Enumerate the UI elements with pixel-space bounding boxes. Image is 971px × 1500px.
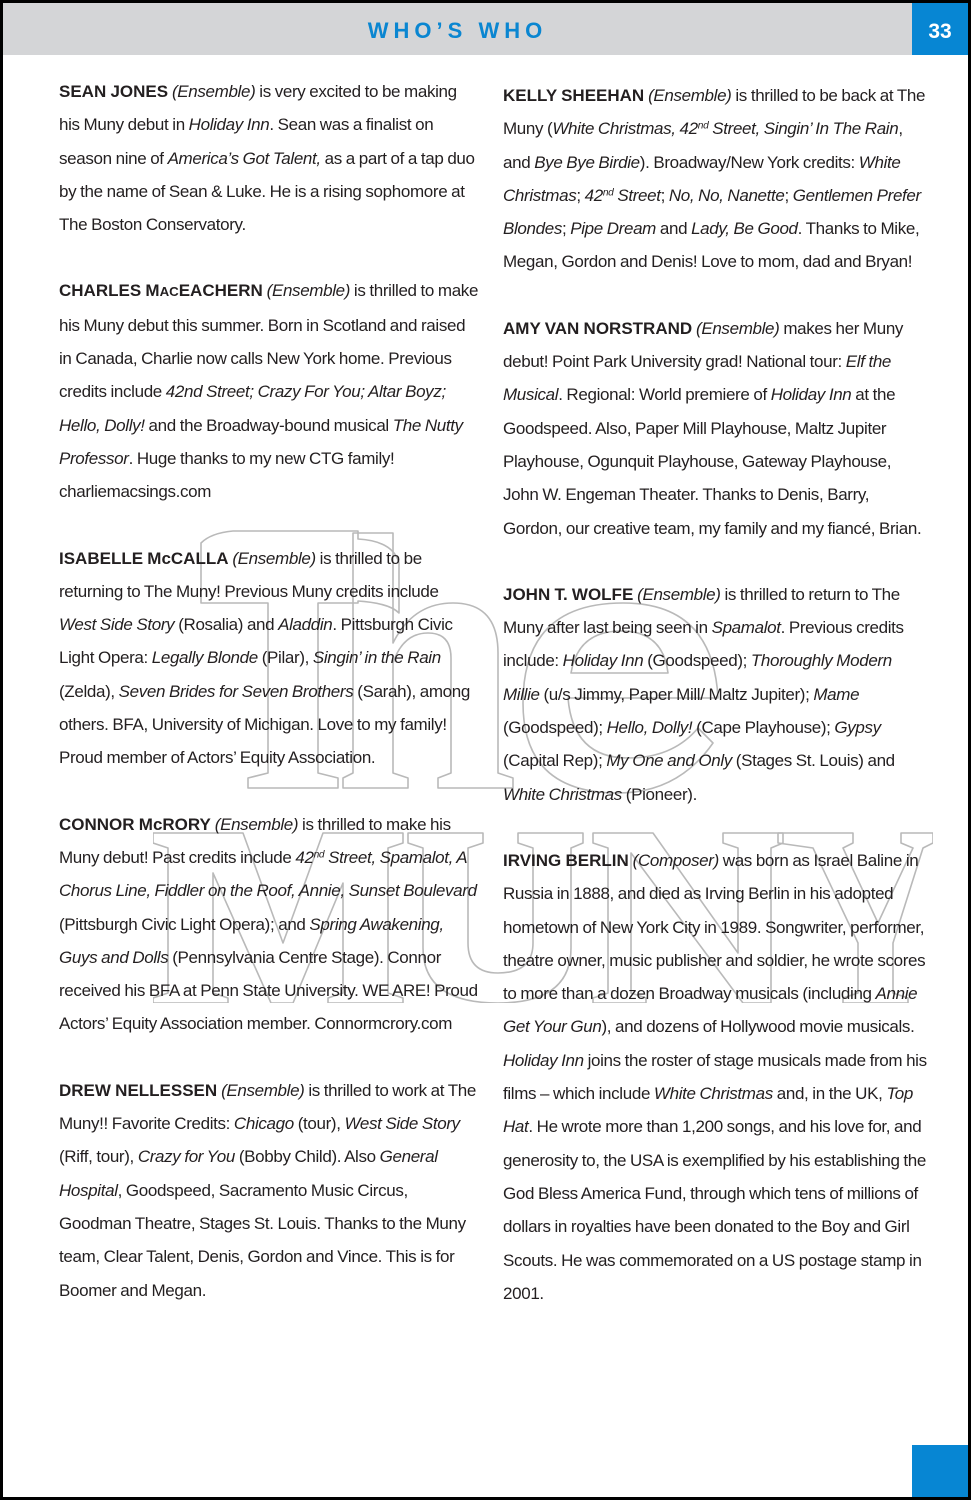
bio-text: joins the roster of stage musicals made from his films – which include <box>503 1050 927 1104</box>
bio-text: is thrilled to make his Muny debut this summer. Born in Scotland and raised in Canada, Charlie now calls New York home. Previous credits include <box>59 281 479 402</box>
program-page <box>3 3 968 1497</box>
bio-text: (u/s Jimmy, Paper Mill/ Maltz Jupiter); <box>539 684 814 704</box>
bio-title-italic: White Christmas <box>503 152 901 205</box>
bio-text: (Bobby Child). Also <box>234 1147 380 1167</box>
bio-text: and <box>656 219 692 239</box>
bio-text: is thrilled to be back at The Muny ( <box>503 86 926 139</box>
bio-entry <box>59 808 479 1041</box>
bio-name: ISABELLE McCALLA <box>59 548 229 568</box>
bio-name: DREW NELLESSEN <box>59 1080 218 1100</box>
bio-text: as a part of a tap duo by the name of Sean & Luke. He is a rising sophomore at The Boston Conservatory. <box>59 148 475 235</box>
bio-title-italic: Aladdin <box>278 615 333 635</box>
bio-text: is thrilled to make his Muny debut! Past credits include <box>59 814 451 867</box>
bio-text: (Pioneer). <box>621 784 697 804</box>
bio-role: (Ensemble) <box>637 584 721 604</box>
bio-title-italic: White Christmas <box>503 784 622 804</box>
bio-title-italic: Pipe Dream <box>570 219 656 239</box>
bio-role: (Ensemble) <box>232 548 316 568</box>
bio-title-italic: My One and Only <box>606 751 732 771</box>
bio-text: is thrilled to return to The Muny after last being seen in <box>503 584 900 638</box>
bio-text: (Pilar), <box>257 648 313 668</box>
bio-name: SEAN JONES <box>59 82 169 101</box>
bio-text: (Goodspeed); <box>643 651 751 671</box>
bio-entry <box>503 578 928 811</box>
bio-text: (Goodspeed); <box>503 718 607 738</box>
bio-name: CHARLES MACEACHERN <box>59 281 263 301</box>
bio-title-italic: 42nd Street; Crazy For You; Altar Boyz; Hello, Dolly! <box>59 382 446 435</box>
bio-title-italic: Mame <box>813 684 860 704</box>
bio-text: (tour), <box>293 1114 345 1134</box>
bio-name: JOHN T. WOLFE <box>503 584 634 604</box>
bio-entry <box>503 79 928 279</box>
bio-title-italic: America’s Got Talent, <box>167 148 321 168</box>
bio-name: AMY VAN NORSTRAND <box>503 318 693 338</box>
bio-text: (Stages St. Louis) and <box>731 751 895 771</box>
bio-text: . Sean was a finalist on season nine of <box>59 115 434 168</box>
bio-title-italic: White Christmas, 42 <box>552 119 698 139</box>
bio-title-italic: Elf the Musical <box>503 352 892 405</box>
bio-entry <box>503 312 928 545</box>
bio-title-italic: The Nutty Professor <box>59 415 463 468</box>
right-column <box>503 79 928 1343</box>
bio-title-italic: nd <box>313 849 325 861</box>
bio-title-italic: Lady, Be Good <box>691 219 798 239</box>
bio-title-italic: Chicago <box>233 1114 294 1134</box>
bio-text: at the Goodspeed. Also, Paper Mill Playhouse, Maltz Jupiter Playhouse, Ogunquit Playhouse, Gateway Playhouse, John W. Engeman Theater. Thanks to Denis, Barry, Gordon, our creative team, my family and my fiancé, Brian. <box>503 385 922 538</box>
bio-title-italic: West Side Story <box>344 1114 460 1134</box>
bio-text: . Thanks to Mike, Megan, Gordon and Denis! Love to mom, dad and Bryan! <box>503 219 920 272</box>
bio-text: and the Broadway-bound musical <box>144 415 393 435</box>
bio-title-italic: White Christmas <box>653 1084 773 1104</box>
bio-text: is thrilled to work at The Muny!! Favorite Credits: <box>59 1080 476 1134</box>
bio-title-italic: Crazy for You <box>137 1147 235 1167</box>
bio-text: (Cape Playhouse); <box>692 718 835 738</box>
bio-entry <box>59 542 479 775</box>
bio-title-italic: General Hospital <box>59 1147 438 1200</box>
bio-entry <box>59 75 479 241</box>
bio-role: (Ensemble) <box>648 86 732 105</box>
bio-title-italic: Annie Get Your Gun <box>503 984 918 1037</box>
bio-text: (Riff, tour), <box>59 1147 138 1167</box>
bio-name: CONNOR McRORY <box>59 814 211 834</box>
bio-title-italic: Street, Spamalot, A Chorus Line, Fiddler on the Roof, Annie, Sunset Boulevard <box>59 847 477 901</box>
bio-role: (Ensemble) <box>696 318 780 338</box>
bio-title-italic: 42 <box>584 185 603 205</box>
bio-role: (Ensemble) <box>214 814 299 834</box>
bio-text: (Sarah), among others. BFA, University of Michigan. Love to my family! Proud member of Actors’ Equity Association. <box>59 681 470 768</box>
bio-text: . He wrote more than 1,200 songs, and his love for, and generosity to, the USA is exemplified by his establishing the God Bless America Fund, through which tens of millions of dollars in royalties have been donated to the Boy and Girl Scouts. He was commemorated on a US postage stamp in 2001. <box>503 1117 927 1303</box>
bio-role: (Ensemble) <box>221 1080 305 1100</box>
bio-entry <box>59 1074 479 1307</box>
bio-title-italic: Holiday Inn <box>770 385 852 405</box>
bio-title-italic: Spamalot <box>711 618 781 638</box>
bio-title-italic: Gypsy <box>834 718 881 738</box>
bio-text: , and <box>503 119 903 172</box>
bio-text: ; <box>784 185 793 205</box>
bio-text: ). Broadway/New York credits: <box>639 152 859 172</box>
bio-text: makes her Muny debut! Point Park University grad! National tour: <box>503 318 904 372</box>
bio-title-italic: nd <box>602 187 614 199</box>
section-title: WHO’S WHO <box>367 18 548 43</box>
bio-title-italic: Bye Bye Birdie <box>534 152 640 172</box>
bio-text: and, in the UK, <box>772 1084 887 1104</box>
bio-text: ; <box>561 219 571 239</box>
bio-title-italic: Thoroughly Modern Millie <box>503 651 892 704</box>
bio-title-italic: No, No, Nanette <box>668 185 785 205</box>
bio-title-italic: Spring Awakening, Guys and Dolls <box>59 914 444 967</box>
bio-title-italic: Holiday Inn <box>562 651 644 671</box>
bio-text: was born as Israel Baline in Russia in 1888, and died as Irving Berlin in his adopted hometown of New York City in 1989. Songwriter, performer, theatre owner, music publisher and soldier, he wrote scores to more than a dozen Broadway musicals (including <box>503 850 926 1004</box>
bio-title-italic: nd <box>697 120 709 132</box>
bio-title-italic: 42 <box>295 847 314 867</box>
bio-title-italic: Hello, Dolly! <box>606 718 693 738</box>
bio-text: ; <box>660 185 669 205</box>
bio-text: ), and dozens of Hollywood movie musicals. <box>601 1017 915 1037</box>
bio-title-italic: West Side Story <box>59 615 175 635</box>
bio-name: KELLY SHEEHAN <box>503 86 645 105</box>
bio-text: (Pennsylvania Centre Stage). Connor received his BFA at Penn State University. WE ARE! Proud Actors’ Equity Association member. Connormcrory.com <box>59 947 478 1034</box>
bio-text: is thrilled to be returning to The Muny! Previous Muny credits include <box>59 548 439 601</box>
bio-text: . Regional: World premiere of <box>558 385 771 405</box>
bio-text: (Rosalia) and <box>174 615 279 635</box>
bio-role: (Composer) <box>632 850 719 870</box>
bio-title-italic: Holiday Inn <box>188 115 270 135</box>
bio-text: . Pittsburgh Civic Light Opera: <box>59 615 453 668</box>
bio-title-italic: Holiday Inn <box>503 1050 584 1070</box>
bio-entry <box>59 274 479 508</box>
bio-text: , Goodspeed, Sacramento Music Circus, Goodman Theatre, Stages St. Louis. Thanks to the Muny team, Clear Talent, Denis, Gordon and Vince. This is for Boomer and Megan. <box>59 1180 466 1300</box>
bio-title-italic: Street, Singin’ In The Rain <box>708 119 899 139</box>
bio-role: (Ensemble) <box>171 82 256 101</box>
bio-title-italic: Singin’ in the Rain <box>312 648 441 668</box>
bio-title-italic: Seven Brides for Seven Brothers <box>118 681 354 701</box>
bio-text: (Capital Rep); <box>503 751 607 771</box>
footer-accent-block <box>912 1445 968 1497</box>
bio-title-italic: Legally Blonde <box>151 648 258 668</box>
page-number: 33 <box>912 3 968 55</box>
left-column <box>59 75 479 1340</box>
bio-role: (Ensemble) <box>266 281 351 301</box>
bio-text: ; <box>576 185 585 205</box>
bio-title-italic: Gentlemen Prefer Blondes <box>503 185 921 239</box>
bio-title-italic: Street <box>613 185 661 205</box>
bio-text: (Zelda), <box>59 681 119 701</box>
bio-title-italic: Top Hat <box>503 1084 914 1137</box>
bio-text: . Huge thanks to my new CTG family! charliemacsings.com <box>59 448 395 502</box>
bio-entry <box>503 844 928 1310</box>
bio-text: (Pittsburgh Civic Light Opera); and <box>59 914 310 934</box>
bio-text: . Previous credits include: <box>503 618 904 671</box>
bio-text: is very excited to be making his Muny debut in <box>59 82 457 135</box>
bio-name: IRVING BERLIN <box>503 850 629 870</box>
